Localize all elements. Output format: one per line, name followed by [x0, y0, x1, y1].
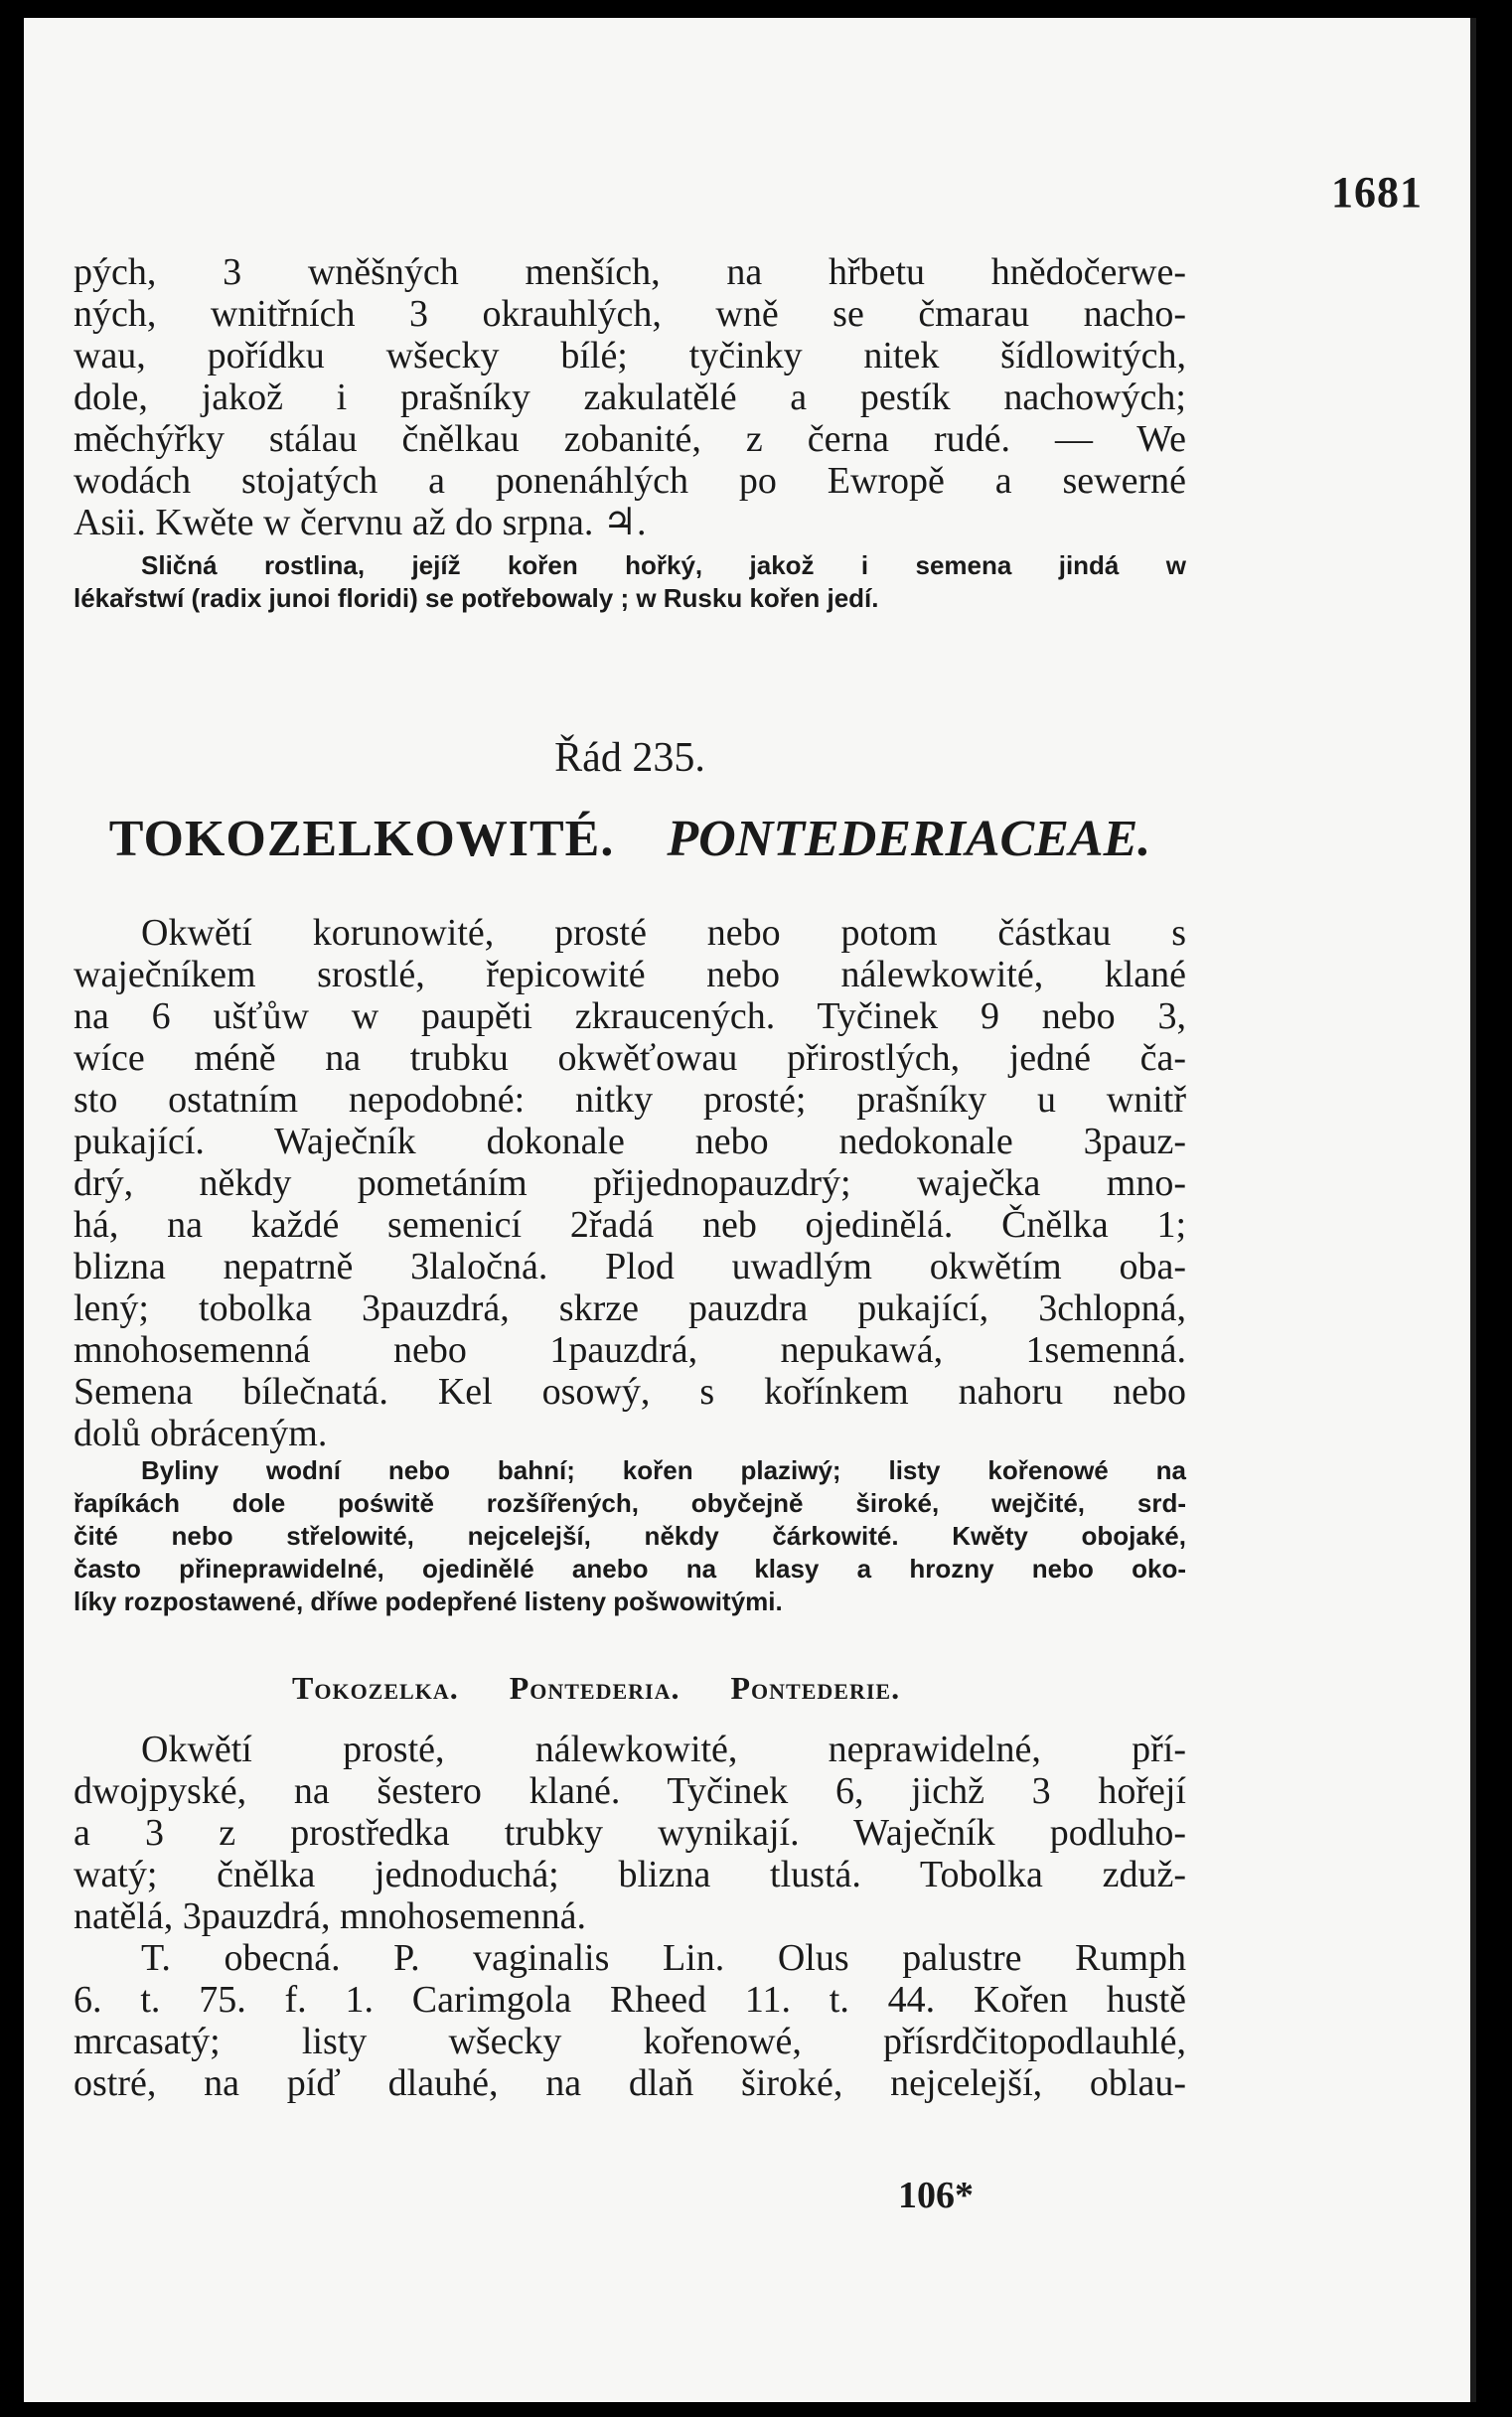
text-line: Okwětí korunowité, prosté nebo potom částkau s [141, 912, 1186, 954]
order-note [74, 1454, 1186, 1618]
species-description [74, 1937, 1186, 2104]
text-line: Semena bílečnatá. Kel osowý, s kořínkem nahoru nebo [74, 1371, 1186, 1413]
page-number: 1681 [1331, 168, 1423, 217]
order-latin-name: PONTEDERIACEAE. [667, 811, 1151, 867]
text-line: Okwětí prosté, nálewkowité, neprawidelné, pří- [141, 1729, 1186, 1770]
text-line: T. obecná. P. vaginalis Lin. Olus palustre Rumph [141, 1937, 1186, 1979]
note-line: Sličná rostlina, jejíž kořen hořký, jakož i semena jindá w [141, 550, 1186, 580]
text-line: Asii. Kwěte w červnu až do srpna. ♃. [74, 502, 647, 543]
genus-latin-name: Pontederia. [509, 1670, 680, 1706]
text-line: mnohosemenná nebo 1pauzdrá, nepukawá, 1semenná. [74, 1329, 1186, 1371]
note-line: líky rozpostawené, dříwe podepřené listeny pošwowitými. [74, 1586, 783, 1616]
text-line: měchýřky stálau čnělkau zobanité, z černa rudé. — We [74, 418, 1186, 460]
text-line: ných, wnitřních 3 okrauhlých, wně se čmarau nacho- [74, 293, 1186, 335]
genus-french-name: Pontederie. [730, 1670, 901, 1706]
note-line: lékařstwí (radix junoi floridi) se potřebowaly ; w Rusku kořen jedí. [74, 583, 879, 613]
text-line: sto ostatním nepodobné: nitky prosté; prašníky u wnitř [74, 1079, 1186, 1121]
note-line: čité nebo střelowité, nejcelejší, někdy čárkowité. Kwěty obojaké, [74, 1521, 1186, 1551]
book-page [24, 18, 1476, 2402]
order-title [74, 810, 1186, 868]
note-line: řapíkách dole poświtě rozšířených, obyčejně široké, wejčité, srd- [74, 1488, 1186, 1518]
note-line: často přineprawidelné, ojedinělé anebo na klasy a hrozny nebo oko- [74, 1554, 1186, 1584]
page-body [74, 251, 1186, 2104]
continuation-paragraph [74, 251, 1186, 543]
text-line: wau, pořídku wšecky bílé; tyčinky nitek šídlowitých, [74, 335, 1186, 377]
text-line: 6. t. 75. f. 1. Carimgola Rheed 11. t. 44. Kořen hustě [74, 1979, 1186, 2021]
note-line: Byliny wodní nebo bahní; kořen plaziwý; listy kořenowé na [141, 1455, 1186, 1485]
text-line: dole, jakož i prašníky zakulatělé a pestík nachowých; [74, 377, 1186, 418]
text-line: drý, někdy pometáním přijednopauzdrý; waječka mno- [74, 1162, 1186, 1204]
continuation-note [74, 549, 1186, 615]
text-line: dolů obráceným. [74, 1413, 328, 1454]
text-line: ostré, na píď dlauhé, na dlaň široké, nejcelejší, oblau- [74, 2062, 1186, 2104]
genus-description [74, 1729, 1186, 1937]
order-czech-name: TOKOZELKOWITÉ. [108, 811, 615, 867]
text-line: blizna nepatrně 3laločná. Plod uwadlým okwětím oba- [74, 1246, 1186, 1287]
order-label: Řád 235. [554, 735, 705, 781]
text-line: pých, 3 wněšných menších, na hřbetu hnědočerwe- [74, 251, 1186, 293]
text-line: natělá, 3pauzdrá, mnohosemenná. [74, 1895, 586, 1937]
text-line: a 3 z prostředka trubky wynikají. Waječník podluho- [74, 1812, 1186, 1854]
text-line: watý; čnělka jednoduchá; blizna tlustá. Tobolka zduž- [74, 1854, 1186, 1895]
text-line: na 6 ušťůw w paupěti zkraucených. Tyčinek 9 nebo 3, [74, 995, 1186, 1037]
genus-heading [74, 1670, 1186, 1707]
order-description [74, 912, 1186, 1454]
text-line: há, na každé semenicí 2řadá neb ojedinělá. Čnělka 1; [74, 1204, 1186, 1246]
genus-czech-name: Tokozelka. [292, 1670, 459, 1706]
text-line: mrcasatý; listy wšecky kořenowé, přísrdčitopodlauhlé, [74, 2021, 1186, 2062]
text-line: lený; tobolka 3pauzdrá, skrze pauzdra pukající, 3chlopná, [74, 1287, 1186, 1329]
text-line: pukající. Waječník dokonale nebo nedokonale 3pauz- [74, 1121, 1186, 1162]
text-line: dwojpyské, na šestero klané. Tyčinek 6, jichž 3 hořejí [74, 1770, 1186, 1812]
text-line: wíce méně na trubku okwěťowau přirostlých, jedné ča- [74, 1037, 1186, 1079]
text-line: waječníkem srostlé, řepicowité nebo nálewkowité, klané [74, 954, 1186, 995]
signature-mark: 106* [898, 2175, 974, 2216]
text-line: wodách stojatých a ponenáhlých po Ewropě a sewerné [74, 460, 1186, 502]
